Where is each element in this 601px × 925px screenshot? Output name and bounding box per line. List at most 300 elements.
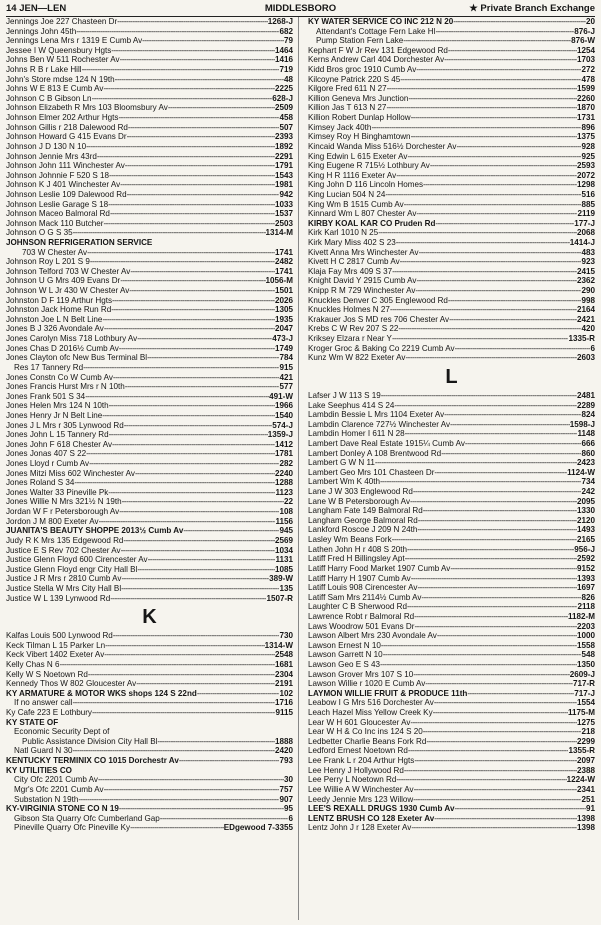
phone-number: 102 bbox=[279, 688, 293, 698]
listing-name: Johns Ben W 511 Rochester Av bbox=[6, 55, 120, 65]
phone-number: 923 bbox=[581, 257, 595, 267]
phone-number: 574-J bbox=[272, 420, 293, 430]
phone-number: 1375 bbox=[576, 132, 595, 142]
listing-name: Jordon J M 800 Exeter Av bbox=[6, 516, 99, 526]
listing-name: Johnson Leslie Garage S 18 bbox=[6, 199, 109, 209]
listing-name: King Lucian 504 N 24 bbox=[308, 189, 386, 199]
phone-number: 30 bbox=[283, 775, 293, 785]
listing-row bbox=[6, 785, 293, 795]
listing-row bbox=[308, 593, 595, 603]
leader-dots bbox=[121, 546, 275, 556]
phone-number: 1000 bbox=[576, 631, 595, 641]
listing-row bbox=[308, 660, 595, 670]
leader-dots bbox=[408, 94, 577, 104]
leader-dots bbox=[120, 55, 275, 65]
phone-number: 491-W bbox=[269, 391, 293, 401]
phone-number: 1398 bbox=[576, 813, 595, 823]
leader-dots bbox=[437, 631, 577, 641]
listing-name: Krebs C W Rev 207 S 22 bbox=[308, 324, 399, 334]
listing-name: Lambert Donley A 108 Brentwood Rd bbox=[308, 448, 442, 458]
listing-name: Johnson Jennie Mrs 43rd bbox=[6, 151, 97, 161]
phone-number: 9115 bbox=[275, 708, 293, 718]
phone-number: 1681 bbox=[274, 660, 293, 669]
phone-number: 956-J bbox=[574, 544, 595, 554]
leader-dots bbox=[103, 84, 275, 94]
listing-name: KY STATE OF bbox=[6, 717, 59, 727]
phone-number: 1314-W bbox=[264, 640, 293, 650]
listing-name: Pump Station Fern Lake bbox=[316, 36, 404, 46]
listing-row bbox=[308, 670, 595, 680]
city-title: MIDDLESBORO bbox=[264, 3, 337, 14]
listing-row bbox=[6, 296, 293, 306]
phone-number: 2421 bbox=[576, 314, 595, 324]
phone-number: EDgewood 7-3355 bbox=[223, 823, 293, 833]
phone-number: 1275 bbox=[576, 717, 595, 727]
leader-dots bbox=[121, 584, 279, 594]
listing-row bbox=[6, 440, 293, 450]
phone-number: 1298 bbox=[576, 180, 595, 190]
listing-name: Public Assistance Division City Hall Bl bbox=[22, 736, 158, 746]
leader-dots bbox=[102, 315, 275, 325]
listing-name: Jones Chas D 2016½ Cumb Av bbox=[6, 343, 119, 353]
leader-dots bbox=[98, 775, 284, 785]
column-divider bbox=[298, 17, 299, 920]
listing-row bbox=[6, 555, 293, 565]
section-letter: L bbox=[445, 365, 458, 388]
phone-number: 717-R bbox=[572, 679, 595, 689]
leader-dots bbox=[168, 103, 275, 113]
leader-dots bbox=[109, 430, 268, 440]
leader-dots bbox=[111, 46, 275, 56]
listing-row bbox=[308, 525, 595, 535]
listing-row bbox=[6, 478, 293, 488]
listing-name: Gibson Sta Quarry Ofc Cumberland Gap bbox=[14, 813, 160, 823]
leader-dots bbox=[88, 670, 275, 680]
listing-row bbox=[6, 276, 293, 286]
listing-name: Leach Hazel Miss Yellow Creek Ky bbox=[308, 708, 433, 718]
phone-number: 2509 bbox=[274, 103, 293, 113]
listing-name: Res 17 Tannery Rd bbox=[14, 362, 84, 372]
listing-name: Justice E S Rev 702 Chester Av bbox=[6, 545, 121, 555]
listing-name: Pineville Quarry Ofc Pineville Ky bbox=[14, 823, 131, 833]
listing-name: Johns R B r Lake Hill bbox=[6, 65, 82, 75]
leader-dots bbox=[160, 814, 289, 824]
listing-name: Keck Tilman L 15 Parker Ln bbox=[6, 640, 106, 650]
leader-dots bbox=[405, 554, 577, 564]
phone-number: 2299 bbox=[576, 736, 595, 746]
phone-number: 507 bbox=[279, 122, 293, 132]
listing-row bbox=[6, 708, 293, 718]
listing-name: Lee Henry J Hollywood Rd bbox=[308, 765, 404, 775]
phone-number: 666 bbox=[581, 438, 595, 448]
listing-name: Johnson Johnnie F 520 S 18 bbox=[6, 170, 110, 180]
leader-dots bbox=[444, 410, 581, 420]
phone-number: 915 bbox=[279, 362, 293, 372]
listing-row bbox=[6, 238, 293, 248]
leader-dots bbox=[109, 171, 275, 181]
listing-name: Killion Robert Dunlap Hollow bbox=[308, 113, 411, 123]
leader-dots bbox=[407, 602, 577, 612]
listing-row bbox=[308, 574, 595, 584]
leader-dots bbox=[89, 459, 279, 469]
phone-number: 1716 bbox=[274, 698, 293, 708]
leader-dots bbox=[120, 276, 265, 286]
listing-name: King H R 1116 Exeter Av bbox=[308, 170, 397, 180]
listing-name: Lasley Wm Beans Fork bbox=[308, 535, 392, 545]
leader-dots bbox=[103, 219, 275, 229]
leader-dots bbox=[415, 286, 581, 296]
phone-number: 2393 bbox=[274, 132, 293, 142]
listing-row bbox=[308, 209, 595, 219]
listing-name: Jones John F 618 Chester Av bbox=[6, 439, 113, 449]
leader-dots bbox=[118, 113, 279, 123]
leader-dots bbox=[104, 650, 275, 660]
listing-row bbox=[308, 458, 595, 468]
listing-row bbox=[6, 190, 293, 200]
leader-dots bbox=[411, 823, 577, 833]
phone-number: 998 bbox=[581, 295, 595, 305]
leader-dots bbox=[125, 161, 275, 171]
leader-dots bbox=[433, 708, 568, 718]
listing-row bbox=[308, 257, 595, 267]
phone-number: 20 bbox=[585, 17, 595, 26]
listing-name: Lafser J W 113 S 19 bbox=[308, 390, 381, 400]
phone-number: 2095 bbox=[576, 496, 595, 506]
phone-number: 1892 bbox=[274, 141, 293, 151]
phone-number: 1131 bbox=[275, 555, 293, 565]
listing-name: Lawson Ernest N 10 bbox=[308, 640, 381, 650]
leader-dots bbox=[90, 257, 275, 267]
listing-row bbox=[308, 746, 595, 756]
listing-row bbox=[6, 497, 293, 507]
phone-number: 2203 bbox=[576, 621, 595, 631]
phone-number: 389-W bbox=[269, 574, 293, 584]
leader-dots bbox=[419, 248, 582, 258]
phone-number: 6 bbox=[288, 813, 293, 823]
leader-dots bbox=[378, 228, 577, 238]
listing-row bbox=[308, 429, 595, 439]
page-header bbox=[6, 3, 595, 17]
listing-name: Johnson Roy L 201 S 9 bbox=[6, 257, 90, 267]
listing-row bbox=[6, 718, 293, 728]
listing-row bbox=[308, 564, 595, 574]
listing-row bbox=[6, 756, 293, 766]
listing-name: Jones Francis Hurst Mrs r N 10th bbox=[6, 382, 125, 392]
listing-name: Kilcoyne Patrick 220 S 45 bbox=[308, 74, 401, 84]
listing-row bbox=[308, 267, 595, 277]
listing-row bbox=[308, 334, 595, 344]
leader-dots bbox=[392, 535, 577, 545]
phone-number: 22 bbox=[283, 497, 293, 507]
listing-row bbox=[308, 631, 595, 641]
listing-name: Klaja Fay Mrs 409 S 37 bbox=[308, 266, 393, 276]
leader-dots bbox=[86, 449, 275, 459]
listing-name: KY UTILITIES CO bbox=[6, 765, 72, 775]
listing-row bbox=[6, 84, 293, 94]
leader-dots bbox=[413, 487, 582, 497]
listing-row bbox=[308, 583, 595, 593]
phone-number: 1870 bbox=[576, 103, 595, 113]
listing-name: Kilgore Fred 611 N 27 bbox=[308, 84, 387, 94]
listing-row bbox=[6, 488, 293, 498]
listing-row bbox=[308, 468, 595, 478]
listing-row bbox=[308, 650, 595, 660]
listing-row bbox=[6, 55, 293, 65]
listing-name: Lawson Albert Mrs 230 Avondale Av bbox=[308, 631, 437, 641]
listing-name: Kelly W S Noetown Rd bbox=[6, 669, 88, 679]
listing-row bbox=[6, 526, 293, 536]
listing-name: If no answer call bbox=[14, 698, 73, 708]
phone-number: 2291 bbox=[274, 151, 293, 161]
listing-row bbox=[6, 267, 293, 277]
listing-name: Knipp R M 729 Winchester Av bbox=[308, 286, 416, 296]
listing-name: Johnson C B Gibson Ln bbox=[6, 93, 92, 103]
leader-dots bbox=[414, 622, 577, 632]
leader-dots bbox=[130, 823, 224, 833]
listing-name: Lentz John J r 128 Exeter Av bbox=[308, 823, 412, 833]
leader-dots bbox=[119, 804, 284, 814]
listing-row bbox=[308, 315, 595, 325]
listing-name: 703 W Chester Av bbox=[22, 247, 88, 257]
listing-name: Jones B J 326 Avondale Av bbox=[6, 324, 104, 334]
listing-name: KY ARMATURE & MOTOR WKS shops 124 S 22nd bbox=[6, 688, 197, 698]
leader-dots bbox=[120, 180, 275, 190]
leader-dots bbox=[197, 689, 280, 699]
listing-row bbox=[6, 363, 293, 373]
phone-number: 1398 bbox=[576, 823, 595, 833]
leader-dots bbox=[92, 94, 273, 104]
listing-name: Substation N 19th bbox=[14, 794, 79, 804]
phone-number: 2548 bbox=[274, 650, 293, 660]
listing-row bbox=[308, 180, 595, 190]
listing-row bbox=[308, 679, 595, 689]
listing-row bbox=[6, 353, 293, 363]
leader-dots bbox=[83, 363, 279, 373]
listing-row bbox=[6, 152, 293, 162]
phone-number: 2341 bbox=[576, 784, 595, 794]
leader-dots bbox=[87, 248, 275, 258]
listing-row bbox=[6, 65, 293, 75]
phone-number: 1966 bbox=[274, 401, 293, 411]
listing-name: Kerns Andrew Carl 404 Dorchester Av bbox=[308, 55, 445, 65]
leader-dots bbox=[411, 574, 577, 584]
listing-row bbox=[6, 94, 293, 104]
listing-row bbox=[6, 161, 293, 171]
listing-name: Lawson Willie r 1020 E Cumb Av bbox=[308, 679, 426, 689]
listing-row bbox=[6, 373, 293, 383]
phone-number: 2118 bbox=[577, 602, 595, 612]
leader-dots bbox=[413, 795, 581, 805]
listing-name: Johnson U G Mrs 409 Evans Dr bbox=[6, 276, 121, 286]
phone-number: 1501 bbox=[274, 286, 293, 296]
phone-number: 1254 bbox=[576, 45, 595, 55]
listing-row bbox=[308, 401, 595, 411]
leader-dots bbox=[121, 574, 269, 584]
leader-dots bbox=[99, 517, 276, 527]
leader-dots bbox=[434, 814, 577, 824]
listing-name: Kivett Anna Mrs Winchester Av bbox=[308, 247, 419, 257]
listing-row bbox=[6, 209, 293, 219]
listing-row bbox=[6, 36, 293, 46]
phone-number: 2304 bbox=[274, 669, 293, 679]
leader-dots bbox=[104, 325, 275, 335]
phone-number: 1359-J bbox=[267, 430, 293, 440]
phone-number: 251 bbox=[581, 794, 595, 804]
leader-dots bbox=[410, 497, 577, 507]
listing-row bbox=[6, 219, 293, 229]
phone-number: 2072 bbox=[576, 170, 595, 180]
phone-number: 1033 bbox=[274, 199, 293, 209]
listing-row bbox=[308, 325, 595, 335]
listing-name: Jones Clayton ofc New Bus Terminal Bl bbox=[6, 353, 148, 363]
phone-number: 1085 bbox=[274, 564, 293, 574]
listing-row bbox=[308, 766, 595, 776]
leader-dots bbox=[403, 36, 571, 46]
listing-name: Jones Helen Mrs 124 N 10th bbox=[6, 401, 109, 411]
listing-row bbox=[6, 248, 293, 258]
leader-dots bbox=[375, 458, 577, 468]
leader-dots bbox=[465, 439, 582, 449]
listing-name: KY-VIRGINIA STONE CO N 19 bbox=[6, 804, 119, 814]
phone-number: 2482 bbox=[274, 257, 293, 267]
phone-number: 2225 bbox=[274, 84, 293, 94]
listing-name: KY WATER SERVICE CO INC 212 N 20 bbox=[308, 17, 454, 26]
listing-row bbox=[6, 334, 293, 344]
listing-name: Jones Carolyn Miss 718 Lothbury Av bbox=[6, 334, 138, 344]
listing-name: Jones Roland S 34 bbox=[6, 478, 75, 488]
phone-number: 719 bbox=[279, 65, 293, 75]
phone-number: 48 bbox=[283, 74, 293, 84]
listing-name: Ky Cafe 223 E Lothbury bbox=[6, 708, 92, 718]
leader-dots bbox=[400, 257, 582, 267]
listing-row bbox=[6, 449, 293, 459]
listing-row bbox=[6, 641, 293, 651]
leader-dots bbox=[385, 190, 581, 200]
leader-dots bbox=[407, 545, 574, 555]
leader-dots bbox=[137, 334, 272, 344]
phone-number: 1393 bbox=[576, 573, 595, 583]
leader-dots bbox=[405, 429, 578, 439]
leader-dots bbox=[448, 296, 582, 306]
phone-number: 1056-M bbox=[265, 276, 293, 286]
listing-row bbox=[308, 228, 595, 238]
phone-number: 2415 bbox=[576, 266, 595, 276]
listing-name: Johnson Mack 110 Butcher bbox=[6, 218, 104, 228]
listing-name: Knuckles Holmes N 27 bbox=[308, 305, 390, 315]
leader-dots bbox=[435, 219, 574, 229]
listing-name: Kidd Bros groc 1910 Cumb Av bbox=[308, 65, 417, 75]
listing-name: Lambert Geo Mrs 101 Chasteen Dr bbox=[308, 467, 435, 477]
leader-dots bbox=[147, 353, 279, 363]
listing-row bbox=[6, 459, 293, 469]
leader-dots bbox=[73, 228, 266, 238]
phone-number: 1741 bbox=[274, 247, 293, 257]
listing-name: Jones Willie N Mrs 321½ N 19th bbox=[6, 497, 122, 507]
listing-name: John's Store mdse 124 N 19th bbox=[6, 74, 115, 84]
leader-dots bbox=[117, 17, 268, 27]
phone-number: 6 bbox=[590, 343, 595, 353]
section-letter: K bbox=[142, 606, 157, 629]
listing-row bbox=[6, 305, 293, 315]
leader-dots bbox=[435, 27, 574, 37]
listing-row bbox=[308, 36, 595, 46]
listing-name: Jennings Joe 227 Chasteen Dr bbox=[6, 17, 118, 26]
phone-number: 135 bbox=[279, 583, 293, 593]
phone-number: 682 bbox=[279, 26, 293, 36]
phone-number: 2593 bbox=[576, 161, 595, 171]
listing-name: Kinnard Wm L 807 Chester Av bbox=[308, 209, 417, 219]
listing-name: Lambert G W N 11 bbox=[308, 458, 375, 468]
listing-name: Jones Mitzi Miss 602 Winchester Av bbox=[6, 468, 135, 478]
phone-number: 1355-R bbox=[568, 746, 595, 756]
listing-row bbox=[6, 421, 293, 431]
phone-number: 282 bbox=[279, 459, 293, 469]
phone-number: 2068 bbox=[576, 228, 595, 238]
listing-row bbox=[6, 392, 293, 402]
listing-row bbox=[6, 746, 293, 756]
listing-name: Jones Constn Co W Cumb Av bbox=[6, 372, 113, 382]
phone-number: 876-W bbox=[571, 36, 595, 46]
phone-number: 1335-R bbox=[568, 334, 595, 344]
listing-name: Lake Seephus 414 S 24 bbox=[308, 400, 395, 410]
phone-number: 1537 bbox=[274, 209, 293, 219]
phone-number: 1034 bbox=[274, 545, 293, 555]
phone-number: 2569 bbox=[274, 535, 293, 545]
leader-dots bbox=[128, 123, 280, 133]
leader-dots bbox=[112, 296, 275, 306]
listing-name: Latiff Louis 908 Cirencester Av bbox=[308, 583, 418, 593]
listing-name: King Eugene R 715½ Lothbury Av bbox=[308, 161, 430, 171]
listing-name: Laws Woodrow 501 Evans Dr bbox=[308, 621, 415, 631]
leader-dots bbox=[392, 267, 577, 277]
listing-row bbox=[6, 823, 293, 833]
listing-row bbox=[308, 353, 595, 363]
leader-dots bbox=[396, 775, 566, 785]
listing-name: Kephart F W Jr Rev 131 Edgewood Rd bbox=[308, 45, 448, 55]
listing-name: Lee Perry L Noetown Rd bbox=[308, 775, 397, 785]
listing-name: King John D 116 Lincoln Homes bbox=[308, 180, 424, 190]
leader-dots bbox=[381, 391, 577, 401]
listing-row bbox=[308, 622, 595, 632]
phone-number: 925 bbox=[581, 151, 595, 161]
listing-row bbox=[6, 75, 293, 85]
phone-number: 860 bbox=[581, 448, 595, 458]
phone-number: 628-J bbox=[272, 93, 293, 103]
phone-number: 885 bbox=[581, 199, 595, 209]
listing-name: Jones Jonas 407 S 22 bbox=[6, 449, 87, 459]
leader-dots bbox=[448, 46, 577, 56]
listing-row bbox=[308, 46, 595, 56]
phone-number: 734 bbox=[581, 477, 595, 487]
leader-dots bbox=[380, 477, 582, 487]
leader-dots bbox=[421, 593, 581, 603]
phone-number: 516 bbox=[581, 189, 595, 199]
phone-number: 1493 bbox=[576, 525, 595, 535]
listing-name: Lambdin Homer I 611 N 28 bbox=[308, 429, 405, 439]
leader-dots bbox=[108, 200, 275, 210]
leader-dots bbox=[86, 142, 275, 152]
listing-name: Jones Frank 501 S 34 bbox=[6, 391, 86, 401]
listing-row bbox=[308, 497, 595, 507]
listing-row bbox=[6, 411, 293, 421]
listing-row bbox=[308, 410, 595, 420]
listing-name: Kelly Chas N 6 bbox=[6, 660, 60, 669]
leader-dots bbox=[92, 708, 276, 718]
listing-name: Kincaid Wanda Miss 516½ Dorchester Av bbox=[308, 141, 457, 151]
phone-number: 2097 bbox=[576, 756, 595, 766]
listing-row bbox=[308, 171, 595, 181]
phone-number: 2260 bbox=[576, 93, 595, 103]
